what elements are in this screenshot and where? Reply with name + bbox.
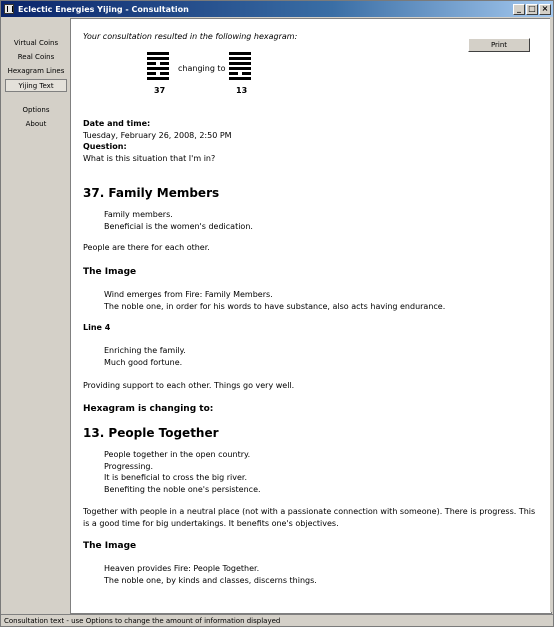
date-value: Tuesday, February 26, 2008, 2:50 PM xyxy=(83,130,232,140)
hexagram-37-image-heading: The Image xyxy=(83,267,137,277)
sidebar-item-about[interactable]: About xyxy=(25,120,47,128)
consultation-content xyxy=(70,18,552,614)
line-4-commentary: Providing support to each other. Things go very well. xyxy=(83,381,295,390)
solid-line xyxy=(147,57,169,60)
title-bar[interactable] xyxy=(1,1,553,17)
solid-line xyxy=(229,62,251,65)
judgement-line: People together in the open country. xyxy=(104,450,251,459)
hexagram-13-commentary: Together with people in a neutral place (not with a passionate connection with someone). There is progress. This is a good time for big undertakings. It benefits one's objectives. xyxy=(83,507,536,528)
changing-heading: Hexagram is changing to: xyxy=(83,404,214,414)
hexagram-37-title: 37. Family Members xyxy=(83,186,220,200)
hexagram-13-judgement xyxy=(104,449,539,495)
hexagram-37-judgement xyxy=(104,209,539,232)
broken-line xyxy=(229,72,251,75)
changing-to-label: changing to xyxy=(178,64,226,73)
solid-line xyxy=(147,67,169,70)
judgement-line: It is beneficial to cross the big river. xyxy=(104,473,248,482)
intro-text: Your consultation resulted in the following hexagram: xyxy=(83,32,298,41)
line-4-heading: Line 4 xyxy=(83,323,111,332)
sidebar-item-hexagram-lines[interactable]: Hexagram Lines xyxy=(7,67,65,75)
hexagram-13-image xyxy=(104,563,539,586)
broken-line xyxy=(147,72,169,75)
hexagram-to-number: 13 xyxy=(236,86,248,95)
image-line: The noble one, in order for his words to have substance, also acts having endurance. xyxy=(104,301,446,311)
sidebar-item-real-coins[interactable]: Real Coins xyxy=(17,53,55,61)
solid-line xyxy=(229,67,251,70)
status-bar: Consultation text - use Options to change the amount of information displayed xyxy=(1,614,553,626)
question-value: What is this situation that I'm in? xyxy=(83,153,216,163)
content-scrollbar[interactable] xyxy=(550,18,553,612)
hexagram-37-image xyxy=(104,289,539,312)
judgement-line: Family members. xyxy=(104,210,173,219)
app-icon xyxy=(4,4,14,14)
maximize-button[interactable]: □ xyxy=(526,4,538,15)
line-text-line: Much good fortune. xyxy=(104,357,183,367)
minimize-button[interactable]: _ xyxy=(513,4,525,15)
hexagram-37-commentary: People are there for each other. xyxy=(83,243,210,252)
hexagram-from-number: 37 xyxy=(154,86,166,95)
judgement-line: Benefiting the noble one's persistence. xyxy=(104,484,261,494)
hexagram-13-title: 13. People Together xyxy=(83,426,219,440)
solid-line xyxy=(229,52,251,55)
hexagram-13-image-heading: The Image xyxy=(83,541,137,551)
solid-line xyxy=(147,52,169,55)
broken-line xyxy=(147,62,169,65)
image-line: Wind emerges from Fire: Family Members. xyxy=(104,290,273,299)
hexagram-37-figure xyxy=(147,52,169,82)
judgement-line: Beneficial is the women's dedication. xyxy=(104,221,253,231)
solid-line xyxy=(229,57,251,60)
date-label: Date and time: xyxy=(83,119,151,128)
sidebar-item-yijing-text[interactable]: Yijing Text xyxy=(5,79,67,92)
image-line: Heaven provides Fire: People Together. xyxy=(104,564,260,573)
window-title: Eclectic Energies Yijing - Consultation xyxy=(18,4,189,14)
judgement-line: Progressing. xyxy=(104,461,154,471)
line-text-line: Enriching the family. xyxy=(104,346,186,355)
close-button[interactable]: × xyxy=(539,4,551,15)
solid-line xyxy=(147,77,169,80)
hexagram-13-figure xyxy=(229,52,251,82)
question-label: Question: xyxy=(83,142,127,151)
sidebar-item-options[interactable]: Options xyxy=(22,106,50,114)
sidebar xyxy=(3,18,69,612)
line-4-text xyxy=(104,345,539,368)
print-button[interactable]: Print xyxy=(468,38,530,52)
sidebar-item-virtual-coins[interactable]: Virtual Coins xyxy=(13,39,59,47)
solid-line xyxy=(229,77,251,80)
image-line: The noble one, by kinds and classes, discerns things. xyxy=(104,575,317,585)
